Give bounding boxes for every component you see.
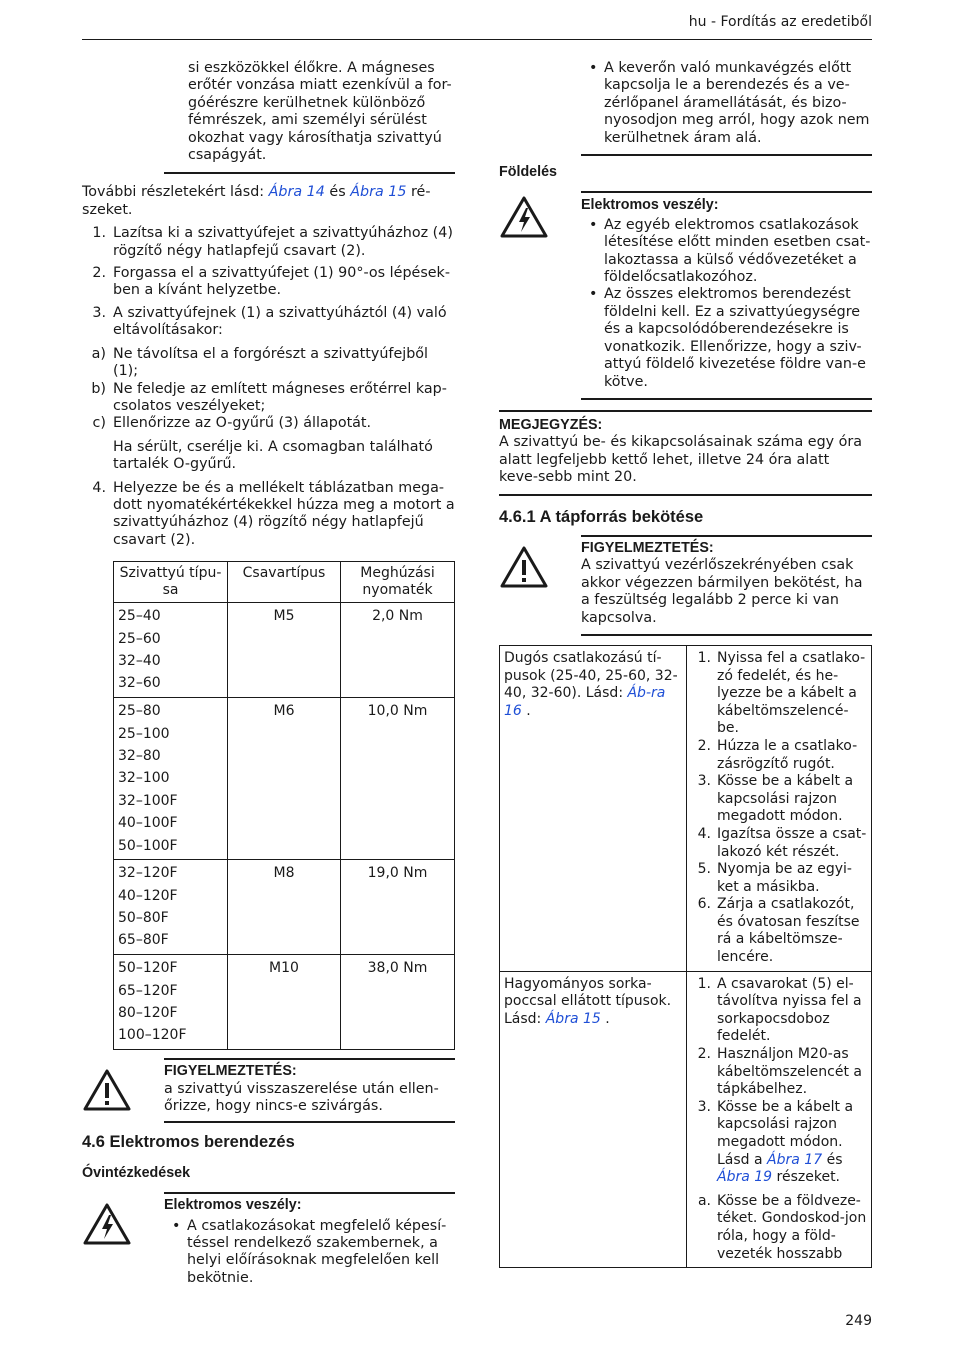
- section-title: 4.6.1 A tápforrás bekötése: [499, 507, 704, 526]
- warning-title: FIGYELMEZTETÉS:: [164, 1063, 297, 1080]
- list-item: 4. Igazítsa össze a csat-lakozó két részét.: [697, 825, 867, 860]
- warning-text: A szivattyú vezérlőszekrényében csak akkor végezzen bármilyen bekötést, ha a feszültség legalább 2 perce ki van kapcsolva.: [581, 557, 863, 626]
- list-item: 6. Zárja a csatlakozót, és óvatosan feszítse rá a kábeltömsze-lencére.: [697, 896, 860, 966]
- note-text: A szivattyú be- és kikapcsolásainak száma egy óra alatt legfeljebb kettő lehet, illetve 24 óra alatt keve-sebb mint 20.: [499, 434, 863, 486]
- column-header: Meghúzási nyomaték: [341, 562, 455, 603]
- danger-block: [82, 1192, 455, 1287]
- connector-type-cell: Hagyományos sorka-poccsal ellátott típusok. Lásd: Ábra 15 .: [500, 971, 687, 1268]
- column-header: Szivattyú típu-sa: [114, 562, 228, 603]
- table-row: [500, 971, 872, 1268]
- figure-16-link[interactable]: Áb-ra 16: [504, 685, 666, 719]
- warning-top-rule: [581, 535, 872, 537]
- screw-type-cell: M10: [228, 955, 341, 1050]
- procedure-cell: [687, 971, 872, 1268]
- figure-15-link[interactable]: Ábra 15: [545, 1010, 601, 1027]
- table-row: [500, 645, 872, 971]
- torque-cell: 38,0 Nm: [341, 955, 455, 1050]
- danger-bottom-rule: [581, 398, 872, 400]
- bullet-item: • Az egyéb elektromos csatlakozások létesítése előtt minden esetben csat-lakoztassa a külső védővezetéket a földelőcsatlakozóhoz.: [589, 216, 871, 286]
- left-column: [82, 60, 455, 1287]
- torque-table: [113, 561, 455, 1050]
- figure-15-link[interactable]: Ábra 15: [350, 184, 407, 201]
- note-top-rule: [499, 410, 872, 412]
- danger-title: Elektromos veszély:: [164, 1197, 302, 1214]
- list-item: a) Ne távolítsa el a forgórészt a szivattyúfejből (1);: [91, 345, 429, 380]
- pump-types-cell: 50–120F 65–120F 80–120F 100–120F: [114, 955, 228, 1050]
- bullet-item: • A csatlakozásokat megfelelő képesí-téssel rendelkező szakembernek, a helyi előírásoknak megfelelően kell bekötnie.: [172, 1217, 447, 1286]
- list-item: 2. Forgassa el a szivattyúfejet (1) 90°-os lépések-ben a kívánt helyzetbe.: [92, 265, 450, 299]
- torque-cell: 19,0 Nm: [341, 860, 455, 955]
- figure-14-link[interactable]: Ábra 14: [268, 184, 325, 201]
- list-item: a. Kösse be a földveze-téket. Gondoskod-jon róla, hogy a föld-vezeték hosszabb: [697, 1192, 867, 1262]
- details-paragraph: További részletekért lásd: Ábra 14 és Ábra 15 ré-szeket.: [82, 184, 431, 218]
- bullet-item: • Az összes elektromos berendezést földelni kell. Ez a szivattyúegységre és a kapcsolódóberendezésekre is vonatkozik. Ellenőrizze, hogy a sziv-attyú földelő kivezetése földre van-e kötve.: [589, 286, 866, 390]
- pump-types-cell: 25–80 25–100 32–80 32–100 32–100F 40–100F 50–100F: [114, 698, 228, 860]
- subsection-title: Óvintézkedések: [82, 1164, 191, 1181]
- figure-17-link[interactable]: Ábra 17: [767, 1151, 823, 1168]
- warning-triangle-icon: [82, 1068, 132, 1112]
- table-row: [114, 955, 455, 1050]
- warning-top-rule: [164, 1058, 455, 1060]
- list-item: 2. Húzza le a csatlako-zásrögzítő rugót.: [697, 737, 858, 772]
- table-row: [114, 603, 455, 698]
- list-item: c) Ellenőrizze az O-gyűrű (3) állapotát.: [92, 415, 372, 432]
- warning-title: FIGYELMEZTETÉS:: [581, 539, 714, 556]
- torque-cell: 10,0 Nm: [341, 698, 455, 860]
- screw-type-cell: M6: [228, 698, 341, 860]
- torque-cell: 2,0 Nm: [341, 603, 455, 698]
- figure-19-link[interactable]: Ábra 19: [717, 1169, 773, 1186]
- warning-block: [499, 535, 872, 636]
- danger-top-rule: [581, 191, 872, 193]
- header-rule: [82, 39, 872, 40]
- connector-type-cell: Dugós csatlakozású tí-pusok (25-40, 25-60, 32-40, 32-60). Lásd: Áb-ra 16 .: [500, 645, 687, 971]
- warning-triangle-icon: [499, 545, 549, 589]
- substeps-list: [82, 346, 455, 474]
- bullet-item: • A keverőn való munkavégzés előtt kapcsolja le a berendezés és a ve-zérlőpanel áramellátását, és bizo-nyosodjon meg arról, hogy azok nem kerülhetnek áram alá.: [589, 60, 870, 146]
- danger-title: Elektromos veszély:: [581, 197, 719, 214]
- list-item: 1. Nyissa fel a csatlako-zó fedelét, és he-lyezze be a kábelt a kábeltömszelencé-be.: [697, 649, 866, 737]
- steps-list: [82, 225, 455, 339]
- screw-type-cell: M5: [228, 603, 341, 698]
- warning-bottom-rule: [581, 634, 872, 636]
- table-row: [114, 860, 455, 955]
- running-header: hu - Fordítás az eredetiből: [688, 14, 872, 30]
- column-header: Csavartípus: [228, 562, 341, 603]
- note-bottom-rule: [499, 494, 872, 496]
- note-title: MEGJEGYZÉS:: [499, 416, 603, 433]
- electric-hazard-icon: [82, 1202, 132, 1246]
- warning-bottom-rule: [164, 1121, 455, 1123]
- list-item: 1. Lazítsa ki a szivattyúfejet a szivattyúházhoz (4) rögzítő négy hatlapfejű csavart (2).: [92, 225, 453, 259]
- warning-continuation: si eszközökkel élőkre. A mágneses erőtér vonzása miatt ezenkívül a for-góérészre kerülhetnek különböző fémrészek, ami személyi sérülést okozhat vagy károsíthatja szivattyú csapágyát.: [188, 60, 452, 164]
- page-number: 249: [845, 1313, 872, 1329]
- list-item: 3. A szivattyúfejnek (1) a szivattyúháztól (4) való eltávolításakor:: [92, 304, 447, 339]
- table-row: [114, 698, 455, 860]
- power-connection-table: [499, 645, 872, 1268]
- list-item: 5. Nyomja be az egyi-ket a másikba.: [697, 861, 852, 895]
- danger-top-rule: [164, 1192, 455, 1194]
- list-item: 4. Helyezze be és a mellékelt táblázatban mega-dott nyomatékértékekkel húzza meg a motort a szivattyúházhoz (4) rögzítő négy hatlapfejű csavart (2).: [92, 479, 455, 548]
- grounding-title: Földelés: [499, 164, 557, 181]
- warning-end-rule: [164, 172, 455, 174]
- table-header-row: [114, 562, 455, 603]
- section-title: 4.6 Elektromos berendezés: [82, 1133, 295, 1152]
- right-column: [499, 60, 872, 1268]
- danger-end-rule: [581, 154, 872, 156]
- list-item: 3. Kösse be a kábelt a kapcsolási rajzon megadott módon. Lásd a Ábra 17 és Ábra 19 részeket.: [697, 1098, 854, 1186]
- screw-type-cell: M8: [228, 860, 341, 955]
- substep-note: Ha sérült, cserélje ki. A csomagban található tartalék O-gyűrű.: [113, 438, 433, 473]
- warning-block: [82, 1058, 455, 1123]
- list-item: b) Ne feledje az említett mágneses erőtérrel kap-csolatos veszélyeket;: [91, 380, 447, 414]
- pump-types-cell: 25–40 25–60 32–40 32–60: [114, 603, 228, 698]
- electric-hazard-icon: [499, 195, 549, 239]
- list-item: 3. Kösse be a kábelt a kapcsolási rajzon megadott módon.: [697, 773, 854, 825]
- pump-types-cell: 32–120F 40–120F 50–80F 65–80F: [114, 860, 228, 955]
- procedure-cell: [687, 645, 872, 971]
- danger-block: [499, 191, 872, 399]
- list-item: 2. Használjon M20-as kábeltömszelencét a tápkábelhez.: [697, 1046, 862, 1098]
- list-item: 1. A csavarokat (5) el-távolítva nyissa fel a sorkapocsdoboz fedelét.: [697, 975, 862, 1045]
- warning-text: a szivattyú visszaszerelése után ellen-őrizze, hogy nincs-e szivárgás.: [164, 1080, 439, 1114]
